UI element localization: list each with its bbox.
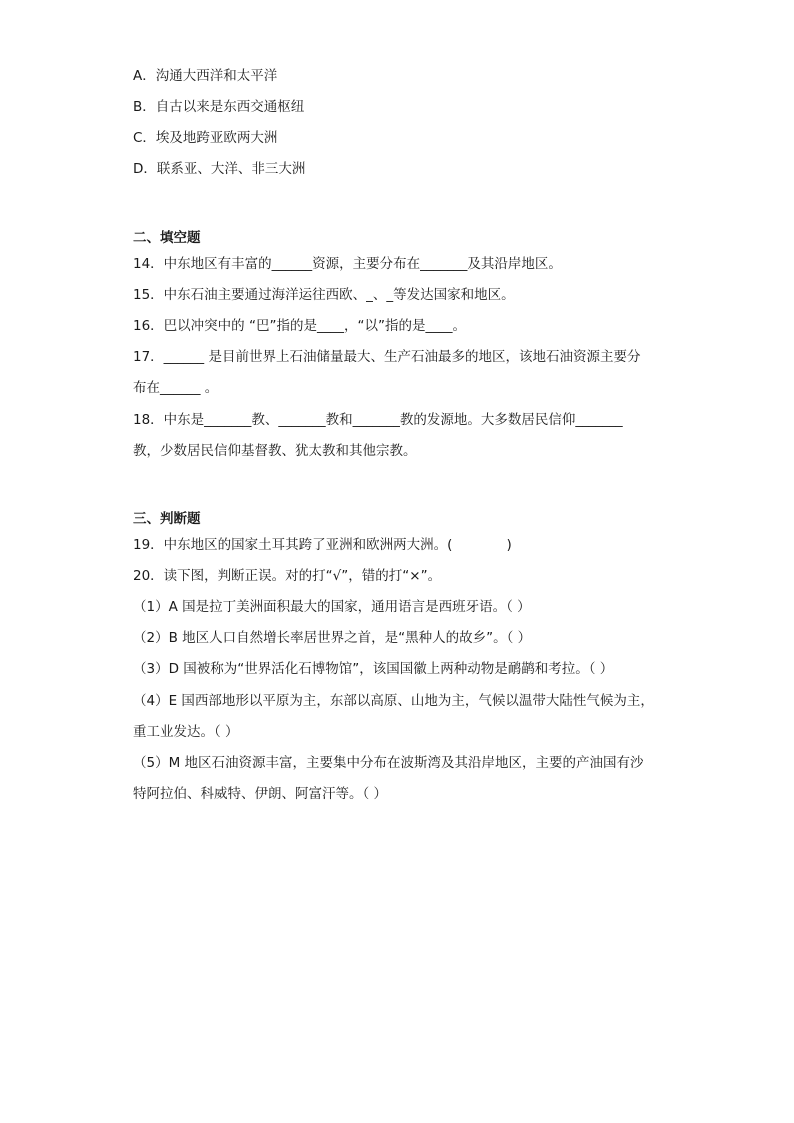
section-title-fill-blank: 二、填空题 xyxy=(133,230,201,246)
question-15: 15．中东石油主要通过海洋运往西欧、_、_等发达国家和地区。 xyxy=(133,287,515,303)
question-17-line2: 布在______ 。 xyxy=(133,380,219,396)
option-c: C．埃及地跨亚欧两大洲 xyxy=(133,130,278,146)
question-16: 16．巴以冲突中的 “巴”指的是____，“以”指的是____。 xyxy=(133,318,466,334)
question-20-sub3: （3）D 国被称为“世界活化石博物馆”，该国国徽上两种动物是鸸鹋和考拉。（ ） xyxy=(133,661,614,677)
question-20-sub5-line1: （5）M 地区石油资源丰富，主要集中分布在波斯湾及其沿岸地区，主要的产油国有沙 xyxy=(133,755,644,771)
question-19: 19．中东地区的国家土耳其跨了亚洲和欧洲两大洲。( ) xyxy=(133,537,512,553)
question-20-sub4-line1: （4）E 国西部地形以平原为主，东部以高原、山地为主，气候以温带大陆性气候为主， xyxy=(133,693,654,709)
option-a: A．沟通大西洋和太平洋 xyxy=(133,68,278,84)
option-d: D．联系亚、大洋、非三大洲 xyxy=(133,161,306,177)
section-title-judgement: 三、判断题 xyxy=(133,511,201,527)
option-b: B．自古以来是东西交通枢纽 xyxy=(133,99,305,115)
question-20-sub1: （1）A 国是拉丁美洲面积最大的国家，通用语言是西班牙语。（ ） xyxy=(133,599,531,615)
question-20-sub4-line2: 重工业发达。（ ） xyxy=(133,724,239,740)
question-18-line2: 教，少数居民信仰基督教、犹太教和其他宗教。 xyxy=(133,443,417,459)
question-14: 14．中东地区有丰富的______资源，主要分布在_______及其沿岸地区。 xyxy=(133,256,562,272)
question-20-sub5-line2: 特阿拉伯、科威特、伊朗、阿富汗等。（ ） xyxy=(133,786,388,802)
question-20-sub2: （2）B 地区人口自然增长率居世界之首，是“黑种人的故乡”。（ ） xyxy=(133,630,532,646)
question-17-line1: 17．______ 是目前世界上石油储量最大、生产石油最多的地区，该地石油资源主要分 xyxy=(133,349,641,365)
question-20: 20．读下图，判断正误。对的打“√”，错的打“×”。 xyxy=(133,568,442,584)
question-18-line1: 18．中东是_______教、_______教和_______教的发源地。大多数居民信仰_______ xyxy=(133,412,623,428)
